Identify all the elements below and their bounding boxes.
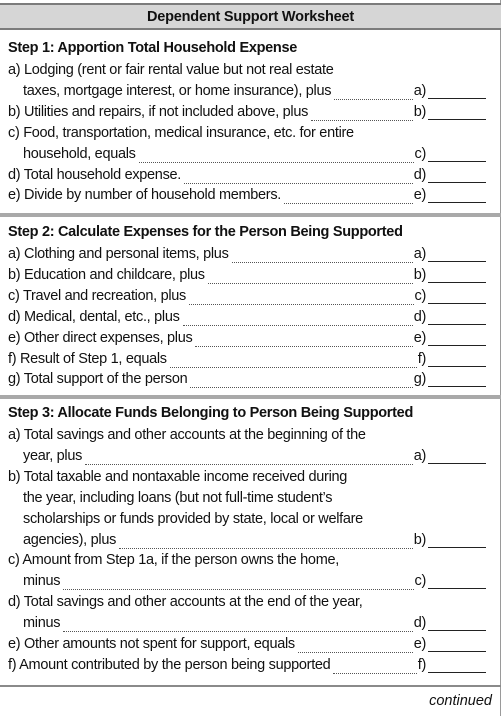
line-item-label: f) Amount contributed by the person being supported	[8, 656, 331, 673]
line-item-label: c) Travel and recreation, plus	[8, 287, 186, 304]
amount-blank-line[interactable]	[428, 182, 486, 183]
line-item-label: e) Divide by number of household members.	[8, 187, 282, 204]
dot-leader	[184, 167, 413, 184]
line-item-key: a)	[413, 246, 426, 262]
dot-leader	[334, 83, 413, 100]
dot-leader	[139, 146, 414, 163]
worksheet-line-text	[8, 552, 486, 572]
line-item-key: e)	[413, 187, 426, 204]
step-heading: Step 2: Calculate Expenses for the Person Being Supported	[8, 224, 403, 240]
line-item-key: c)	[414, 145, 426, 162]
amount-blank-line[interactable]	[428, 386, 486, 387]
line-item-label: b) Utilities and repairs, if not included above, plus	[8, 103, 309, 120]
worksheet-line-item	[8, 448, 486, 468]
dot-leader	[183, 309, 413, 326]
line-item-label: minus	[23, 573, 61, 590]
amount-blank-line[interactable]	[428, 161, 486, 162]
dot-leader	[232, 246, 413, 263]
section-divider	[0, 395, 501, 399]
amount-blank-line[interactable]	[428, 630, 486, 631]
line-item-label: d) Total savings and other accounts at the end of the year,	[8, 594, 363, 611]
worksheet-line-item	[8, 615, 486, 635]
dot-leader	[311, 104, 413, 121]
worksheet-line-item	[8, 267, 486, 287]
amount-blank-line[interactable]	[428, 547, 486, 548]
amount-blank-line[interactable]	[428, 119, 486, 120]
worksheet-line-text	[8, 427, 486, 447]
worksheet-line-text	[8, 490, 486, 510]
line-item-key: b)	[413, 103, 426, 120]
worksheet-title: Dependent Support Worksheet	[0, 3, 501, 30]
amount-blank-line[interactable]	[428, 98, 486, 99]
line-item-key: e)	[413, 636, 426, 652]
amount-blank-line[interactable]	[428, 324, 486, 325]
line-item-label: f) Result of Step 1, equals	[8, 350, 167, 367]
line-item-key: c)	[414, 573, 426, 590]
dot-leader	[333, 657, 417, 674]
line-item-key: d)	[413, 166, 426, 183]
amount-blank-line[interactable]	[428, 202, 486, 203]
line-item-label: c) Amount from Step 1a, if the person owns the home,	[8, 552, 339, 569]
dot-leader	[284, 187, 413, 204]
line-item-label: the year, including loans (but not full-time student’s	[23, 489, 333, 506]
worksheet-line-item	[8, 532, 486, 552]
worksheet-line-item	[8, 573, 486, 593]
dot-leader	[298, 636, 413, 653]
dot-leader	[63, 615, 413, 632]
line-item-label: d) Total household expense.	[8, 166, 182, 183]
dot-leader	[170, 351, 417, 368]
continued-label: continued	[429, 693, 492, 709]
line-item-key: b)	[413, 266, 426, 283]
dot-leader	[190, 371, 413, 388]
line-item-label: a) Clothing and personal items, plus	[8, 246, 229, 262]
dot-leader	[119, 532, 413, 549]
dot-leader	[189, 288, 414, 305]
line-item-label: minus	[23, 615, 61, 632]
dot-leader	[208, 267, 413, 284]
worksheet-line-text	[8, 594, 486, 614]
line-item-key: d)	[413, 308, 426, 325]
worksheet-line-text	[8, 469, 486, 489]
line-item-label: e) Other direct expenses, plus	[8, 329, 193, 346]
worksheet-line-item	[8, 636, 486, 656]
line-item-key: f)	[417, 350, 426, 367]
line-item-key: a)	[413, 82, 426, 99]
amount-blank-line[interactable]	[428, 303, 486, 304]
worksheet-line-item	[8, 351, 486, 371]
dot-leader	[85, 448, 413, 465]
line-item-label: c) Food, transportation, medical insurance, etc. for entire	[8, 124, 354, 141]
worksheet-line-item	[8, 187, 486, 207]
amount-blank-line[interactable]	[428, 261, 486, 262]
line-item-key: b)	[413, 531, 426, 548]
worksheet-line-item	[8, 167, 486, 187]
line-item-label: e) Other amounts not spent for support, equals	[8, 636, 295, 652]
line-item-label: d) Medical, dental, etc., plus	[8, 308, 180, 325]
worksheet-line-item	[8, 104, 486, 124]
worksheet-line-text	[8, 125, 486, 145]
worksheet-line-item	[8, 146, 486, 166]
dot-leader	[195, 330, 413, 347]
worksheet-line-item	[8, 371, 486, 391]
amount-blank-line[interactable]	[428, 345, 486, 346]
worksheet-line-text	[8, 62, 486, 82]
amount-blank-line[interactable]	[428, 366, 486, 367]
line-item-label: household, equals	[23, 145, 136, 162]
amount-blank-line[interactable]	[428, 672, 486, 673]
line-item-label: a) Total savings and other accounts at the beginning of the	[8, 427, 366, 443]
line-item-label: g) Total support of the person	[8, 371, 188, 388]
line-item-label: year, plus	[23, 447, 83, 464]
worksheet-line-item	[8, 246, 486, 266]
amount-blank-line[interactable]	[428, 282, 486, 283]
line-item-label: b) Education and childcare, plus	[8, 266, 205, 283]
worksheet-line-item	[8, 288, 486, 308]
footer-divider	[0, 685, 501, 687]
dot-leader	[63, 573, 414, 590]
worksheet-line-item	[8, 309, 486, 329]
line-item-label: taxes, mortgage interest, or home insurance), plus	[23, 82, 332, 99]
line-item-label: a) Lodging (rent or fair rental value but not real estate	[8, 62, 334, 78]
worksheet-line-item	[8, 330, 486, 350]
line-item-key: d)	[413, 615, 426, 632]
line-item-label: scholarships or funds provided by state, local or welfare	[23, 510, 363, 527]
line-item-key: c)	[414, 287, 426, 304]
line-item-label: b) Total taxable and nontaxable income received during	[8, 468, 348, 485]
worksheet-line-item	[8, 657, 486, 677]
line-item-key: g)	[413, 371, 426, 388]
line-item-key: f)	[417, 656, 426, 673]
amount-blank-line[interactable]	[428, 651, 486, 652]
worksheet-line-text	[8, 511, 486, 531]
line-item-label: agencies), plus	[23, 531, 117, 548]
amount-blank-line[interactable]	[428, 588, 486, 589]
step-heading: Step 3: Allocate Funds Belonging to Person Being Supported	[8, 405, 413, 421]
line-item-key: e)	[413, 329, 426, 346]
worksheet-line-item	[8, 83, 486, 103]
line-item-key: a)	[413, 447, 426, 464]
step-heading: Step 1: Apportion Total Household Expense	[8, 40, 297, 56]
section-divider	[0, 213, 501, 217]
amount-blank-line[interactable]	[428, 463, 486, 464]
